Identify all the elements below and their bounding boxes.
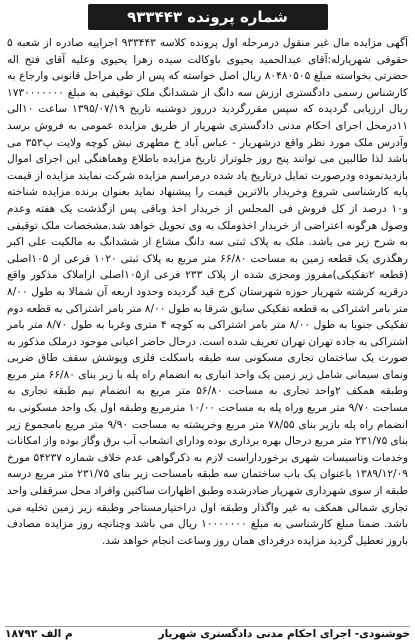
case-number-title: شماره پرونده ۹۳۳۴۴۳ bbox=[88, 4, 328, 30]
footer-signature: خوشنودی- اجرای احکام مدنی دادگستری شهریار bbox=[158, 628, 410, 640]
footer-reference-number: م الف ۱۸۷۹۲ bbox=[5, 628, 73, 640]
notice-footer bbox=[5, 626, 410, 640]
notice-body: آگهی مزایده مال غیر منقول درمرحله اول پرونده کلاسه ۹۳۳۴۴۳ اجراییه صادره از شعبه ۵ حقوقی شهریارله:آقای عبدالحمید یحیوی باوکالت سیده زهرا یحیوی وعلیه آقای فتح اله حضرتی بخواسته مبلغ ۸۰۴۸۰۵۰۵ ریال اصل خواسته که پس از طی مراحل قانونی وارجاع به کارشناس رسمی دادگستری ارزش سه دانگ از ششدانگ ملک توقیفی به مبلغ ۱۷۳۰۰۰۰۰۰۰ ریال ارزیابی گردیده که سپس مقررگردید درروز دوشنبه تاریخ ۱۳۹۵/۰۷/۱۹ ساعت ۱۰الی ۱۱درمحل اجرای احکام مدنی دادگستری شهریار از طریق مزایده عمومی به فروش برسد وآدرس ملک مورد نظر واقع درشهریار - عباس آباد خ مطهری نبش کوچه ولایت پ۳۵۳ می باشد لذا طالبین می توانند پنج روز جلوتراز تاریخ مزایده باطلاع وهماهنگی این اجرای اموال بازدیدنموده ودرصورت تمایل درتاریخ یاد شده درمراسم مزایده شرکت نمایند مزایده از قیمت پایه کارشناسی شروع وخریدار بالاترین قیمت را پیشنهاد نماید بعنوان برنده مزایده شناخته و۱۰ درصد از کل فروش فی المجلس از خریدار اخذ وباقی پس ازگذشت یک هفته وعدم وصول هرگونه اعتراضی از خریدار اخذوملک به وی تحویل خواهد شد.مشخصات ملک توقیفی به شرح زیر می باشد. ملک به پلاک ثبتی سه دانگ مشاع از ششدانگ به مالکیت علی اکبر رهگذری یک قطعه زمین به مساحت ۶۶/۸۰ متر مربع به پلاک ثبتی ۱۰۲۰ فرعی از ۱۰۵اصلی (قطعه ۲تفکیکی)مفروز ومجزی شده از پلاک ۲۳۳ فرعی از۱۰۵اصلی ازاملاک مذکور واقع درقریه کرشته شهریار حوزه شهرستان کرج قید گردیده وحدود اربعه آن شمالا به طول ۸/۰۰ متر بامر اشتراکی به قطعه تفکیکی سابق شرقا به طول ۸/۰۰ متر بامر اشتراکی به قطعه دوم تفکیکی جنوبا به طول ۸/۰۰ متر بامر اشتراکی به کوچه ۴ متری وغربا به طول ۸/۷۰ متر بامر اشتراکی به جاده تهران تهران تعریف شده است. درحال حاضر اعیانی موجود درملک مذکور به صورت یک ساختمان تجاری مسکونی سه طبقه باسکلت فلزی وپوشش سقف طاق ضربی ونمای سیمانی شامل زیر زمین یک واحد انباری به انضمام راه پله با زیر بنای ۶۶/۸۰ متر مربع وطبقه همکف ۲واحد تجاری به مساحت ۵۶/۸۰ متر مربع به انضمام نیم طبقه تجاری به مساحت ۹/۷۰ متر مربع وراه پله به مساحت ۱۰/۰۰ مترمربع وطبقه اول یک واحد مسکونی به انضمام راه پله بازیر بنای ۷۸/۵۵ متر مربع وخرپشته به مساحت ۹/۹۰ متر مربع بامجموع زیر بنای ۲۳۱/۷۵ متر مربع درحال بهره برداری بوده ودارای انشعاب آب برق وگاز بوده واز امکانات وخدمات وتاسیسات شهری برخورداراست لازم به ذکرگواهی عدم خلاف شماره ۵۴۲۳۷ مورخ ۱۳۸۹/۱۲/۰۹ باعنوان یک باب ساختمان سه طبقه بامساحت زیر بنای ۲۳۱/۷۵ متر مربع درسه طبقه از سوی شهرداری شهریار صادرشده وطبق اظهارات ساکنین وافراد محل سرقفلی واحد تجاری شمالی همکف به غیر واگذار وطبقه اول دراختیارمستاجر وطبقه زیر زمین تخلیه می باشد. ضمنا مبلغ کارشناسی به مبلغ ۱۰۰۰۰۰۰۰ ریال می باشد وچنانچه روز مزایده مصادف باروز تعطیل گردید مزایده درفردای همان روز وساعت انجام خواهد شد. bbox=[7, 37, 409, 547]
